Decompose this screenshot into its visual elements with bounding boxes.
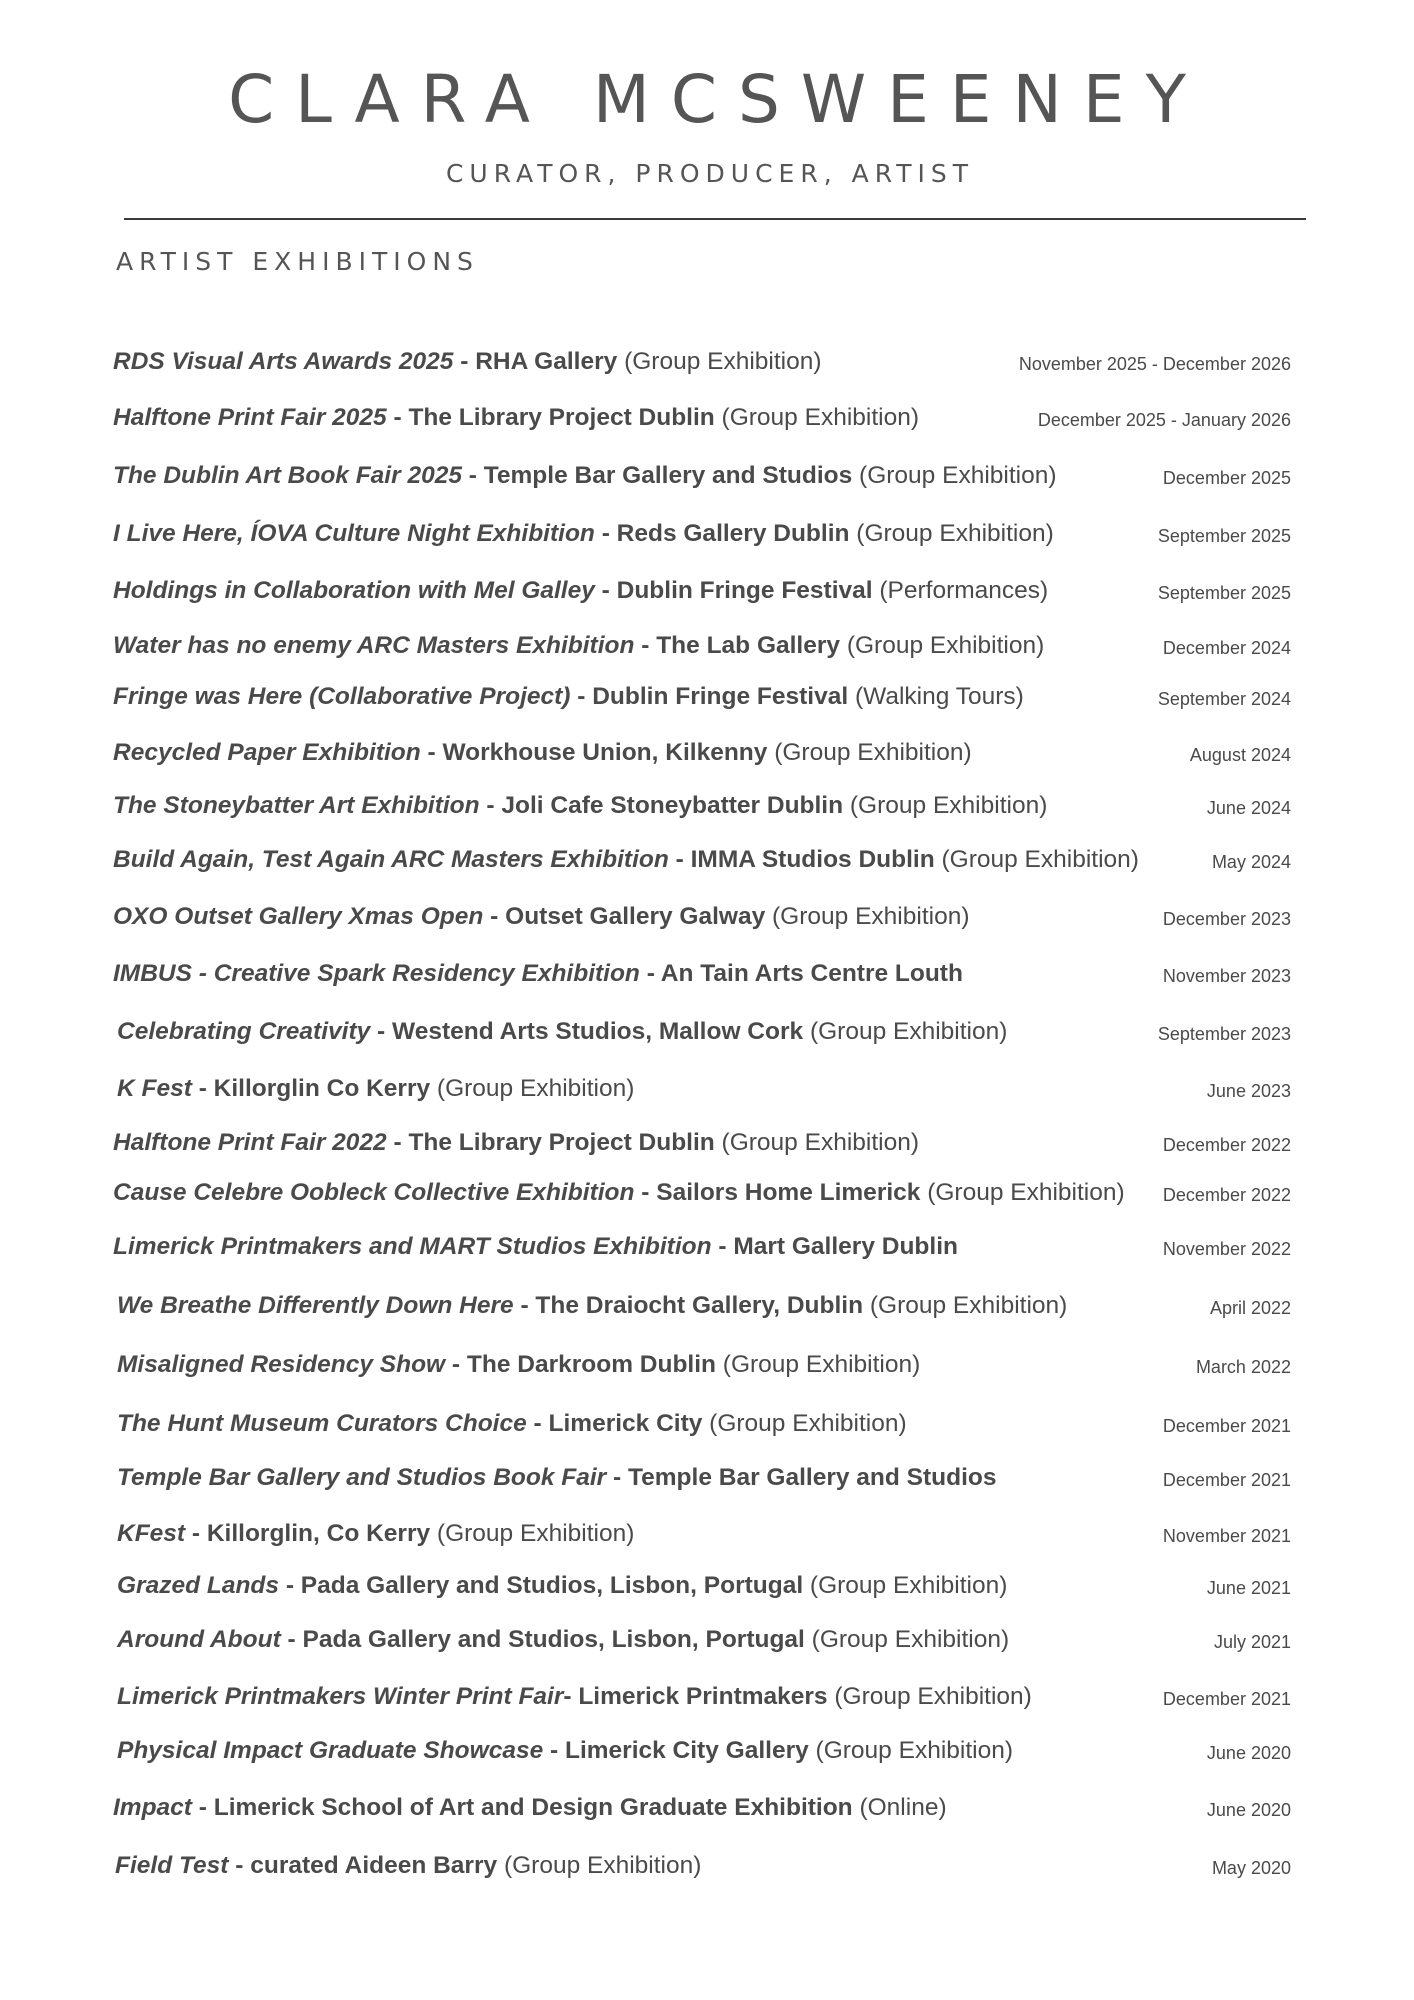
exhibition-venue: - An Tain Arts Centre Louth xyxy=(639,960,963,987)
exhibition-title: Around About xyxy=(117,1626,281,1653)
exhibition-type: (Group Exhibition) xyxy=(702,1410,907,1437)
exhibition-type: (Group Exhibition) xyxy=(827,1683,1032,1710)
exhibition-entry xyxy=(0,1177,1414,1217)
exhibition-date: March 2022 xyxy=(1195,1357,1291,1377)
exhibition-text xyxy=(117,1624,1009,1656)
exhibition-title: Halftone Print Fair 2022 xyxy=(113,1129,387,1156)
exhibition-entry xyxy=(0,1624,1414,1664)
exhibition-entry xyxy=(0,1850,1414,1890)
exhibition-venue: - Killorglin Co Kerry xyxy=(191,1075,431,1102)
exhibition-entry xyxy=(0,844,1414,884)
exhibition-venue: - Joli Cafe Stoneybatter Dublin xyxy=(479,792,844,819)
exhibition-type: (Group Exhibition) xyxy=(843,792,1048,819)
exhibition-type: (Group Exhibition) xyxy=(849,520,1054,547)
exhibition-text xyxy=(113,630,1044,662)
exhibition-venue: - Limerick City xyxy=(526,1410,703,1437)
exhibition-entry xyxy=(0,1073,1414,1113)
exhibition-title: Halftone Print Fair 2025 xyxy=(113,404,387,431)
exhibition-title: Physical Impact Graduate Showcase xyxy=(117,1737,544,1764)
exhibition-entry xyxy=(0,402,1414,442)
exhibition-entry xyxy=(0,1792,1414,1832)
exhibition-date: December 2024 xyxy=(1162,638,1291,658)
exhibition-type: (Group Exhibition) xyxy=(765,903,970,930)
exhibition-entry xyxy=(0,346,1414,386)
exhibition-title: Misaligned Residency Show xyxy=(117,1351,446,1378)
exhibition-venue: - The Draiocht Gallery, Dublin xyxy=(513,1292,864,1319)
exhibition-entry xyxy=(0,1127,1414,1167)
exhibition-venue: - curated Aideen Barry xyxy=(228,1852,498,1879)
exhibition-text xyxy=(113,1231,958,1263)
exhibition-title: Holdings in Collaboration with Mel Galley xyxy=(113,577,595,604)
exhibition-entry xyxy=(0,1016,1414,1056)
exhibition-date: September 2023 xyxy=(1157,1024,1291,1044)
exhibition-entry xyxy=(0,737,1414,777)
exhibition-text xyxy=(113,346,822,378)
exhibition-date: November 2021 xyxy=(1162,1526,1291,1546)
exhibition-text xyxy=(113,790,1047,822)
exhibition-title: Recycled Paper Exhibition xyxy=(113,739,421,766)
exhibition-type: (Group Exhibition) xyxy=(803,1572,1008,1599)
exhibition-venue: - Limerick Printmakers xyxy=(563,1683,828,1710)
exhibition-title: Grazed Lands xyxy=(117,1572,280,1599)
exhibition-venue: - Reds Gallery Dublin xyxy=(594,520,850,547)
exhibition-date: November 2023 xyxy=(1162,966,1291,986)
exhibition-date: June 2021 xyxy=(1206,1578,1291,1598)
exhibition-date: June 2023 xyxy=(1206,1081,1291,1101)
exhibition-date: April 2022 xyxy=(1209,1298,1291,1318)
exhibition-text xyxy=(113,1177,1125,1209)
exhibition-title: Field Test xyxy=(115,1852,229,1879)
exhibition-title: Limerick Printmakers Winter Print Fair xyxy=(117,1683,564,1710)
exhibition-type: (Walking Tours) xyxy=(848,683,1024,710)
exhibition-date: September 2025 xyxy=(1157,526,1291,546)
exhibition-date: November 2022 xyxy=(1162,1239,1291,1259)
exhibition-title: Water has no enemy ARC Masters Exhibition xyxy=(113,632,635,659)
exhibition-venue: - Dublin Fringe Festival xyxy=(570,683,849,710)
exhibition-text xyxy=(113,1792,947,1824)
exhibition-entry xyxy=(0,518,1414,558)
exhibition-text xyxy=(117,1462,997,1494)
exhibition-text xyxy=(117,1518,634,1550)
exhibition-date: December 2021 xyxy=(1162,1470,1291,1490)
exhibition-entry xyxy=(0,1408,1414,1448)
exhibition-entry xyxy=(0,901,1414,941)
exhibition-date: December 2022 xyxy=(1162,1185,1291,1205)
exhibition-type: (Group Exhibition) xyxy=(497,1852,702,1879)
exhibition-venue: - Outset Gallery Galway xyxy=(483,903,766,930)
exhibition-venue: - Workhouse Union, Kilkenny xyxy=(420,739,768,766)
exhibition-type: (Group Exhibition) xyxy=(934,846,1139,873)
exhibition-date: November 2025 - December 2026 xyxy=(1018,354,1291,374)
exhibition-entry xyxy=(0,1462,1414,1502)
exhibition-type: (Group Exhibition) xyxy=(617,348,822,375)
exhibition-venue: - Killorglin, Co Kerry xyxy=(185,1520,431,1547)
exhibition-type: (Group Exhibition) xyxy=(852,462,1057,489)
exhibition-title: IMBUS - Creative Spark Residency Exhibition xyxy=(113,960,640,987)
exhibition-type: (Group Exhibition) xyxy=(803,1018,1008,1045)
exhibition-venue: - Westend Arts Studios, Mallow Cork xyxy=(370,1018,804,1045)
page-subtitle: CURATOR, PRODUCER, ARTIST xyxy=(445,159,975,188)
exhibition-venue: - The Library Project Dublin xyxy=(386,404,715,431)
exhibition-entry xyxy=(0,790,1414,830)
exhibition-date: June 2020 xyxy=(1206,1800,1291,1820)
exhibition-text xyxy=(113,1127,919,1159)
exhibition-title: Cause Celebre Oobleck Collective Exhibition xyxy=(113,1179,635,1206)
exhibition-type: (Group Exhibition) xyxy=(920,1179,1125,1206)
exhibition-entry xyxy=(0,460,1414,500)
exhibition-title: RDS Visual Arts Awards 2025 xyxy=(113,348,454,375)
exhibition-venue: - Pada Gallery and Studios, Lisbon, Portugal xyxy=(279,1572,804,1599)
exhibition-venue: - Sailors Home Limerick xyxy=(634,1179,921,1206)
exhibition-venue: - Limerick School of Art and Design Graduate Exhibition xyxy=(191,1794,853,1821)
exhibition-title: The Stoneybatter Art Exhibition xyxy=(113,792,480,819)
exhibition-date: December 2021 xyxy=(1162,1689,1291,1709)
exhibition-text xyxy=(117,1290,1067,1322)
exhibition-text xyxy=(113,460,1057,492)
exhibition-entry xyxy=(0,1290,1414,1330)
exhibition-title: Celebrating Creativity xyxy=(117,1018,371,1045)
exhibition-entry xyxy=(0,1570,1414,1610)
exhibition-title: Limerick Printmakers and MART Studios Exhibition xyxy=(113,1233,712,1260)
exhibition-entry xyxy=(0,1735,1414,1775)
exhibition-venue: - Dublin Fringe Festival xyxy=(594,577,873,604)
exhibition-entry xyxy=(0,1518,1414,1558)
exhibition-date: August 2024 xyxy=(1189,745,1291,765)
exhibition-text xyxy=(117,1016,1007,1048)
exhibition-date: July 2021 xyxy=(1213,1632,1291,1652)
exhibition-type: (Group Exhibition) xyxy=(430,1520,635,1547)
header-divider xyxy=(124,218,1306,220)
exhibition-venue: - Mart Gallery Dublin xyxy=(711,1233,958,1260)
exhibition-date: December 2021 xyxy=(1162,1416,1291,1436)
exhibition-text xyxy=(113,681,1024,713)
exhibition-text xyxy=(117,1681,1032,1713)
exhibition-type: (Group Exhibition) xyxy=(804,1626,1010,1653)
exhibition-venue: - Temple Bar Gallery and Studios xyxy=(606,1464,997,1491)
exhibition-text xyxy=(113,575,1048,607)
exhibition-title: KFest xyxy=(117,1520,186,1547)
section-heading: ARTIST EXHIBITIONS xyxy=(116,247,479,276)
page-title: CLARA MCSWEENEY xyxy=(228,61,1207,138)
exhibition-entry xyxy=(0,575,1414,615)
exhibition-type: (Group Exhibition) xyxy=(808,1737,1013,1764)
exhibition-date: December 2023 xyxy=(1162,909,1291,929)
exhibition-text xyxy=(117,1570,1007,1602)
exhibition-date: May 2024 xyxy=(1211,852,1291,872)
exhibition-date: December 2025 - January 2026 xyxy=(1037,410,1291,430)
exhibition-venue: - The Darkroom Dublin xyxy=(445,1351,716,1378)
exhibition-text xyxy=(117,1349,920,1381)
exhibition-date: December 2025 xyxy=(1162,468,1291,488)
exhibition-title: Build Again, Test Again ARC Masters Exhibition xyxy=(113,846,669,873)
exhibition-text xyxy=(117,1408,907,1440)
exhibition-date: June 2024 xyxy=(1206,798,1291,818)
exhibition-date: December 2022 xyxy=(1162,1135,1291,1155)
exhibition-type: (Group Exhibition) xyxy=(767,739,972,766)
exhibition-venue: - RHA Gallery xyxy=(453,348,618,375)
exhibition-title: Impact xyxy=(113,1794,192,1821)
exhibition-title: The Dublin Art Book Fair 2025 xyxy=(113,462,462,489)
exhibition-text xyxy=(115,1850,701,1882)
exhibition-type: (Online) xyxy=(852,1794,947,1821)
exhibition-text xyxy=(117,1735,1013,1767)
exhibition-venue: - Temple Bar Gallery and Studios xyxy=(461,462,853,489)
exhibition-text xyxy=(113,518,1054,550)
exhibition-entry xyxy=(0,681,1414,721)
exhibition-entry xyxy=(0,1349,1414,1389)
exhibition-type: (Group Exhibition) xyxy=(863,1292,1068,1319)
exhibition-date: September 2025 xyxy=(1157,583,1291,603)
exhibition-type: (Performances) xyxy=(872,577,1049,604)
exhibition-type: (Group Exhibition) xyxy=(430,1075,635,1102)
exhibition-venue: - IMMA Studios Dublin xyxy=(668,846,935,873)
exhibition-title: Fringe was Here (Collaborative Project) xyxy=(113,683,571,710)
exhibition-type: (Group Exhibition) xyxy=(840,632,1045,659)
exhibition-entry xyxy=(0,958,1414,998)
exhibition-date: September 2024 xyxy=(1157,689,1291,709)
exhibition-entry xyxy=(0,1681,1414,1721)
exhibition-title: I Live Here, ÍOVA Culture Night Exhibition xyxy=(113,520,595,547)
exhibition-type: (Group Exhibition) xyxy=(714,1129,920,1156)
exhibition-entry xyxy=(0,630,1414,670)
exhibition-type: (Group Exhibition) xyxy=(716,1351,921,1378)
exhibition-text xyxy=(113,844,1139,876)
exhibition-title: The Hunt Museum Curators Choice xyxy=(117,1410,527,1437)
exhibition-text xyxy=(113,958,963,990)
exhibition-date: May 2020 xyxy=(1211,1858,1291,1878)
exhibition-text xyxy=(117,1073,634,1105)
exhibition-title: We Breathe Differently Down Here xyxy=(117,1292,514,1319)
exhibition-venue: - Pada Gallery and Studios, Lisbon, Portugal xyxy=(280,1626,805,1653)
exhibition-title: Temple Bar Gallery and Studios Book Fair xyxy=(117,1464,607,1491)
exhibition-venue: - The Lab Gallery xyxy=(634,632,841,659)
exhibition-date: June 2020 xyxy=(1206,1743,1291,1763)
exhibition-type: (Group Exhibition) xyxy=(714,404,920,431)
exhibition-text xyxy=(113,901,969,933)
exhibition-venue: - Limerick City Gallery xyxy=(543,1737,809,1764)
exhibition-title: OXO Outset Gallery Xmas Open xyxy=(113,903,484,930)
exhibition-title: K Fest xyxy=(117,1075,192,1102)
exhibition-entry xyxy=(0,1231,1414,1271)
exhibition-text xyxy=(113,737,972,769)
exhibition-text xyxy=(113,402,919,434)
exhibition-venue: - The Library Project Dublin xyxy=(386,1129,715,1156)
